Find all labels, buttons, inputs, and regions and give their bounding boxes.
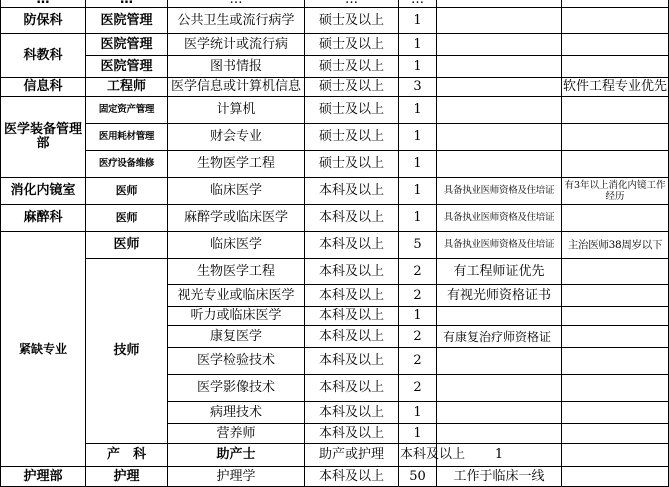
major-cell: 计算机 — [168, 97, 305, 124]
post-cell: 医院管理 — [86, 8, 168, 34]
post-cell: 医院管理 — [86, 56, 168, 78]
major-cell: 听力或临床医学 — [168, 307, 305, 326]
count-cell: 2 — [399, 285, 437, 307]
education-cell: 硕士及以上 — [305, 34, 399, 56]
note-cell — [562, 402, 669, 424]
requirement-cell — [437, 402, 562, 424]
count-cell: 1 — [399, 178, 437, 205]
note-cell — [562, 151, 669, 178]
post-cell: 医疗设备维修 — [86, 151, 168, 178]
note-cell: 主治医师38周岁以下 — [562, 232, 669, 259]
education-cell: 硕士及以上 — [305, 151, 399, 178]
requirement-cell: 具备执业医师资格及住培证 — [437, 178, 562, 205]
requirement-cell: 有康复治疗师资格证 — [437, 326, 562, 348]
requirement-cell — [437, 348, 562, 375]
major-cell: 公共卫生或流行病学 — [168, 8, 305, 34]
education-cell: 硕士及以上 — [305, 124, 399, 151]
note-cell — [562, 34, 669, 56]
requirement-cell — [437, 78, 562, 97]
major-cell: 生物医学工程 — [168, 151, 305, 178]
requirement-cell — [437, 56, 562, 78]
note-cell: 软件工程专业优先 — [562, 78, 669, 97]
post-cell: 工程师 — [86, 78, 168, 97]
count-cell: 1 — [399, 8, 437, 34]
note-cell — [562, 348, 669, 375]
education-cell: 本科及以上 — [305, 285, 399, 307]
education-cell: 硕士及以上 — [305, 56, 399, 78]
table-row — [1, 34, 669, 56]
note-cell — [562, 205, 669, 232]
education-cell: 本科及以上 — [399, 444, 437, 467]
note-cell — [562, 0, 669, 8]
major-cell: 病理技术 — [168, 402, 305, 424]
major-cell: 医学影像技术 — [168, 375, 305, 402]
count-cell: 1 — [399, 307, 437, 326]
requirement-cell — [437, 424, 562, 444]
education-cell: 本科及以上 — [305, 178, 399, 205]
count-cell: 2 — [399, 259, 437, 285]
requirement-cell: 具备执业医师资格及住培证 — [437, 232, 562, 259]
post-cell: 医师 — [86, 205, 168, 232]
major-cell: 护理学 — [168, 467, 305, 487]
major-cell: 临床医学 — [168, 178, 305, 205]
note-cell — [562, 285, 669, 307]
education-cell: 本科及以上 — [305, 307, 399, 326]
count-cell: 2 — [399, 326, 437, 348]
dept-cell — [1, 0, 86, 8]
count-cell: 1 — [399, 124, 437, 151]
dept-cell: 产 科 — [86, 444, 168, 467]
table-row — [1, 151, 669, 178]
requirement-cell — [437, 0, 562, 8]
requirement-cell: 具备执业医师资格及住培证 — [437, 205, 562, 232]
note-cell — [562, 124, 669, 151]
table-row — [1, 259, 669, 285]
requirement-cell — [437, 375, 562, 402]
education-cell: 本科及以上 — [305, 467, 399, 487]
count-cell: 1 — [399, 56, 437, 78]
note-cell — [562, 56, 669, 78]
post-cell: 固定资产管理 — [86, 97, 168, 124]
post-cell: 技师 — [86, 259, 168, 444]
count-cell: 5 — [399, 232, 437, 259]
note-cell — [562, 97, 669, 124]
education-cell: 本科及以上 — [305, 348, 399, 375]
note-cell — [562, 424, 669, 444]
table-row — [1, 97, 669, 124]
requirement-cell: 工作于临床一线 — [437, 467, 562, 487]
requirement-cell: 有工程师证优先 — [437, 259, 562, 285]
dept-cell: 紧缺专业 — [1, 232, 86, 467]
dept-cell: 科教科 — [1, 34, 86, 78]
note-cell — [562, 259, 669, 285]
requirement-cell — [437, 307, 562, 326]
education-cell: 本科及以上 — [305, 259, 399, 285]
major-cell: 图书情报 — [168, 56, 305, 78]
post-cell: 医师 — [86, 232, 168, 259]
dept-cell: 医学装备管理部 — [1, 97, 86, 178]
count-cell: 3 — [399, 78, 437, 97]
major-cell — [168, 0, 305, 8]
count-cell: 1 — [399, 34, 437, 56]
dept-cell: 防保科 — [1, 8, 86, 34]
education-cell: 硕士及以上 — [305, 8, 399, 34]
count-cell: 1 — [399, 424, 437, 444]
post-cell — [86, 0, 168, 8]
requirement-cell — [437, 8, 562, 34]
education-cell: 本科及以上 — [305, 375, 399, 402]
post-cell: 医师 — [86, 178, 168, 205]
requirement-cell — [437, 34, 562, 56]
table-row — [1, 124, 669, 151]
education-cell: 本科及以上 — [305, 232, 399, 259]
dept-cell: 麻醉科 — [1, 205, 86, 232]
table-row — [1, 205, 669, 232]
table-row — [1, 56, 669, 78]
major-cell: 临床医学 — [168, 232, 305, 259]
major-cell: 医学统计或流行病 — [168, 34, 305, 56]
table-row — [1, 78, 669, 97]
note-cell — [562, 326, 669, 348]
requirement-cell — [437, 124, 562, 151]
major-cell: 康复医学 — [168, 326, 305, 348]
education-cell: 本科及以上 — [305, 424, 399, 444]
note-cell — [562, 467, 669, 487]
post-cell: 助产士 — [168, 444, 305, 467]
count-cell: 1 — [437, 444, 562, 467]
major-cell: 视光专业或临床医学 — [168, 285, 305, 307]
count-cell: 2 — [399, 375, 437, 402]
table-row — [1, 467, 669, 487]
dept-cell: 信息科 — [1, 78, 86, 97]
education-cell — [305, 0, 399, 8]
major-cell: 助产或护理 — [305, 444, 399, 467]
count-cell: 1 — [399, 97, 437, 124]
table-row — [1, 444, 669, 467]
requirement-cell — [437, 97, 562, 124]
education-cell: 本科及以上 — [305, 326, 399, 348]
education-cell: 硕士及以上 — [305, 78, 399, 97]
major-cell: 财会专业 — [168, 124, 305, 151]
post-cell: 医用耗材管理 — [86, 124, 168, 151]
note-cell — [562, 375, 669, 402]
count-cell: 50 — [399, 467, 437, 487]
requirement-cell: 有视光师资格证书 — [437, 285, 562, 307]
major-cell: 医学信息或计算机信息 — [168, 78, 305, 97]
requirement-cell — [437, 151, 562, 178]
major-cell: 营养师 — [168, 424, 305, 444]
dept-cell: 护理部 — [1, 467, 86, 487]
table-row — [1, 0, 669, 8]
education-cell: 本科及以上 — [305, 205, 399, 232]
table-row — [1, 8, 669, 34]
major-cell: 生物医学工程 — [168, 259, 305, 285]
post-cell: 医院管理 — [86, 34, 168, 56]
table-row — [1, 232, 669, 259]
education-cell: 硕士及以上 — [305, 97, 399, 124]
count-cell: 1 — [399, 205, 437, 232]
major-cell: 麻醉学或临床医学 — [168, 205, 305, 232]
table-row — [1, 178, 669, 205]
note-cell — [562, 307, 669, 326]
education-cell: 本科及以上 — [305, 402, 399, 424]
dept-cell: 消化内镜室 — [1, 178, 86, 205]
note-cell: 有3年以上消化内镜工作经历 — [562, 178, 669, 205]
count-cell: 2 — [399, 348, 437, 375]
post-cell: 护理 — [86, 467, 168, 487]
count-cell: 1 — [399, 151, 437, 178]
note-cell — [562, 8, 669, 34]
major-cell: 医学检验技术 — [168, 348, 305, 375]
count-cell: 1 — [399, 402, 437, 424]
count-cell — [399, 0, 437, 8]
requirement-cell — [562, 444, 669, 467]
